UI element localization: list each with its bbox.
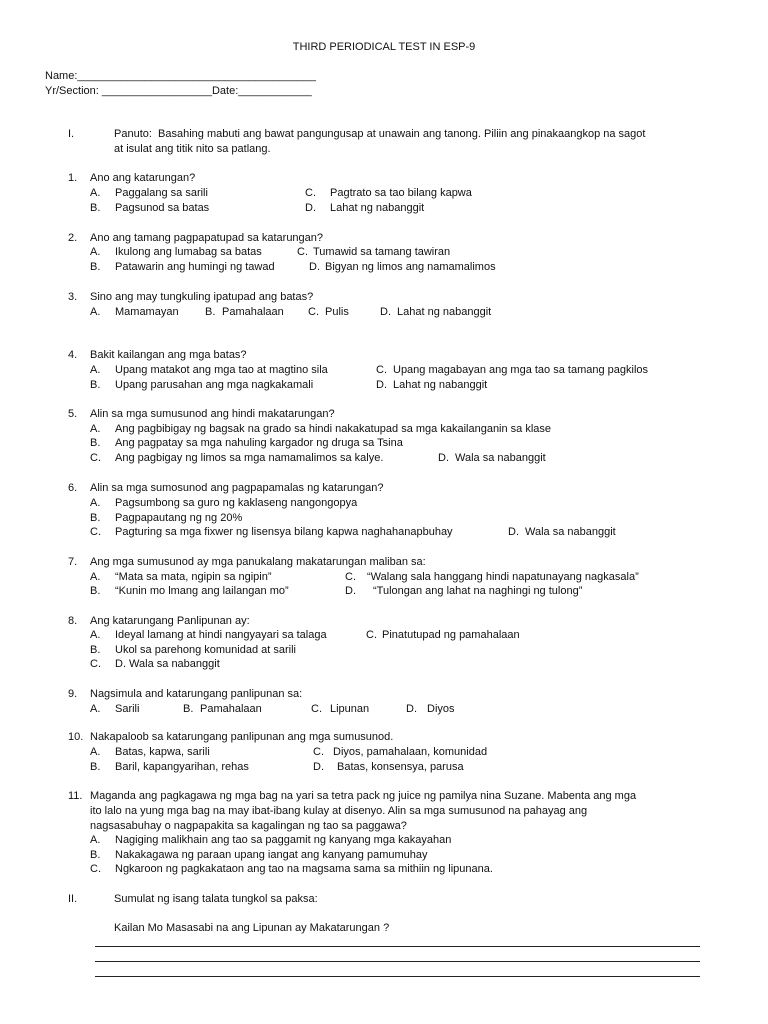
option-letter: B.	[90, 437, 101, 449]
question-number: 7.	[68, 556, 78, 568]
question-number: 3.	[68, 291, 78, 303]
option-letter: B.	[90, 644, 101, 656]
option-text: Pinatutupad ng pamahalaan	[382, 629, 520, 641]
option-text: D. Wala sa nabanggit	[115, 658, 220, 670]
option-letter: C.	[90, 452, 101, 464]
instructions-line-1: Panuto: Basahing mabuti ang bawat pangungusap at unawain ang tanong. Piliin ang pinakaangkop na sagot	[114, 128, 646, 140]
option-letter: D.	[508, 526, 519, 538]
question-text-line: nagsasabuhay o nagpapakita sa kagalingan ng tao sa paggawa?	[90, 820, 407, 832]
question-number: 11.	[68, 790, 83, 802]
option-text: Upang parusahan ang mga nagkakamali	[115, 379, 314, 391]
option-text: Pamahalaan	[200, 703, 262, 715]
option-letter: D.	[438, 452, 449, 464]
option-letter: A.	[90, 364, 101, 376]
part2-roman: II.	[68, 893, 78, 905]
option-letter: D.	[313, 761, 324, 773]
question-text: Ano ang tamang pagpapatupad sa katarungan?	[90, 232, 324, 244]
option-text: Ukol sa parehong komunidad at sarili	[115, 644, 296, 656]
option-letter: A.	[90, 497, 101, 509]
answer-line[interactable]	[95, 961, 700, 962]
option-text: Wala sa nabanggit	[525, 526, 616, 538]
option-text: “Mata sa mata, ngipin sa ngipin”	[115, 571, 272, 583]
option-letter: D.	[380, 306, 391, 318]
option-text: Nagiging malikhain ang tao sa paggamit ng kanyang mga kakayahan	[115, 834, 452, 846]
option-text: Lahat ng nabanggit	[397, 306, 492, 318]
question-text: Bakit kailangan ang mga batas?	[90, 349, 247, 361]
option-text: Mamamayan	[115, 306, 179, 318]
option-text: Pagsunod sa batas	[115, 202, 210, 214]
option-text: Pulis	[325, 306, 349, 318]
option-letter: A.	[90, 746, 101, 758]
part1-roman: I.	[68, 128, 75, 140]
question-number: 10.	[68, 731, 84, 743]
question-text: Alin sa mga sumosunod ang pagpapamalas ng katarungan?	[90, 482, 384, 494]
question-number: 6.	[68, 482, 78, 494]
question-text: Alin sa mga sumusunod ang hindi makatarungan?	[90, 408, 335, 420]
option-text: Ideyal lamang at hindi nangyayari sa talaga	[115, 629, 327, 641]
option-letter: C.	[366, 629, 377, 641]
option-text: Paggalang sa sarili	[115, 187, 208, 199]
question-text: Ang mga sumusunod ay mga panukalang makatarungan maliban sa:	[90, 556, 426, 568]
option-text: Lahat ng nabanggit	[393, 379, 488, 391]
option-letter: C.	[90, 863, 101, 875]
option-text: Pagtrato sa tao bilang kapwa	[330, 187, 472, 199]
option-text: Sarili	[115, 703, 140, 715]
option-text: Ikulong ang lumabag sa batas	[115, 246, 262, 258]
option-text: Bigyan ng limos ang namamalimos	[325, 261, 496, 273]
option-text: Nakakagawa ng paraan upang iangat ang kanyang pamumuhay	[115, 849, 428, 861]
option-text: Ngkaroon ng pagkakataon ang tao na magsama sama sa mithiin ng lipunana.	[115, 863, 493, 875]
option-text: Diyos	[427, 703, 455, 715]
option-letter: B.	[90, 261, 101, 273]
question-number: 2.	[68, 232, 78, 244]
option-text: Pagsumbong sa guro ng kaklaseng nangongopya	[115, 497, 358, 509]
page-title: THIRD PERIODICAL TEST IN ESP-9	[292, 41, 476, 53]
option-text: Diyos, pamahalaan, komunidad	[333, 746, 488, 758]
option-text: Pagturing sa mga fixwer ng lisensya bilang kapwa naghahanapbuhay	[115, 526, 453, 538]
question-text: Ano ang katarungan?	[90, 172, 196, 184]
option-letter: A.	[90, 629, 101, 641]
option-letter: A.	[90, 246, 101, 258]
question-number: 4.	[68, 349, 78, 361]
question-text: Sino ang may tungkuling ipatupad ang batas?	[90, 291, 314, 303]
option-letter: C.	[376, 364, 387, 376]
option-letter: A.	[90, 703, 101, 715]
option-text: Upang magabayan ang mga tao sa tamang pagkilos	[393, 364, 649, 376]
option-letter: C.	[313, 746, 324, 758]
option-text: “Walang sala hanggang hindi napatunayang nagkasala”	[367, 571, 639, 583]
question-text-line: ito lalo na yung mga bag na may ibat-ibang kulay at disenyo. Alin sa mga sumusunod na pahayag ang	[90, 805, 588, 817]
option-letter: B.	[90, 849, 101, 861]
option-text: Tumawid sa tamang tawiran	[313, 246, 451, 258]
option-letter: C.	[90, 658, 101, 670]
option-letter: D.	[309, 261, 320, 273]
option-letter: C.	[311, 703, 322, 715]
instructions-line-2: at isulat ang titik nito sa patlang.	[114, 143, 271, 155]
option-letter: B.	[90, 585, 101, 597]
option-text: Upang matakot ang mga tao at magtino sila	[115, 364, 328, 376]
option-letter: D.	[305, 202, 316, 214]
question-number: 8.	[68, 615, 78, 627]
option-letter: A.	[90, 834, 101, 846]
option-text: Pagpapautang ng ng 20%	[115, 512, 243, 524]
option-letter: D.	[345, 585, 356, 597]
option-letter: B.	[90, 379, 101, 391]
option-letter: C.	[90, 526, 101, 538]
option-text: Ang pagbibigay ng bagsak na grado sa hindi nakakatupad sa mga kakailanganin sa klase	[115, 423, 552, 435]
option-letter: D.	[406, 703, 417, 715]
question-number: 5.	[68, 408, 78, 420]
option-text: Batas, kapwa, sarili	[115, 746, 210, 758]
option-letter: B.	[90, 761, 101, 773]
option-text: Ang pagpatay sa mga nahuling kargador ng druga sa Tsina	[115, 437, 403, 449]
option-letter: C.	[305, 187, 316, 199]
option-text: Batas, konsensya, parusa	[337, 761, 464, 773]
option-text: Lahat ng nabanggit	[330, 202, 425, 214]
question-number: 1.	[68, 172, 78, 184]
yr-section-date-field: Yr/Section: __________________Date:____________	[45, 85, 312, 97]
option-letter: C.	[308, 306, 319, 318]
option-letter: D.	[376, 379, 387, 391]
option-text: Patawarin ang humingi ng tawad	[115, 261, 275, 273]
part2-instruction: Sumulat ng isang talata tungkol sa paksa:	[114, 893, 318, 905]
option-letter: A.	[90, 423, 101, 435]
question-text-line: Maganda ang pagkagawa ng mga bag na yari sa tetra pack ng juice ng pamilya nina Suzane. Mabenta ang mga	[90, 790, 637, 802]
option-text: Ang pagbigay ng limos sa mga namamalimos sa kalye.	[115, 452, 384, 464]
option-text: Pamahalaan	[222, 306, 284, 318]
option-letter: C.	[297, 246, 308, 258]
option-text: Lipunan	[330, 703, 370, 715]
option-letter: A.	[90, 306, 101, 318]
question-number: 9.	[68, 688, 78, 700]
option-letter: B.	[205, 306, 216, 318]
option-letter: A.	[90, 187, 101, 199]
answer-line[interactable]	[95, 946, 700, 947]
answer-line[interactable]	[95, 976, 700, 977]
option-letter: C.	[345, 571, 356, 583]
option-text: “Kunin mo lmang ang lailangan mo”	[115, 585, 289, 597]
question-text: Nagsimula and katarungang panlipunan sa:	[90, 688, 303, 700]
option-letter: B.	[183, 703, 194, 715]
option-letter: B.	[90, 512, 101, 524]
part2-topic: Kailan Mo Masasabi na ang Lipunan ay Makatarungan ?	[114, 922, 390, 934]
option-text: Baril, kapangyarihan, rehas	[115, 761, 249, 773]
option-text: “Tulongan ang lahat na naghingi ng tulong”	[373, 585, 583, 597]
option-letter: B.	[90, 202, 101, 214]
question-text: Ang katarungang Panlipunan ay:	[90, 615, 250, 627]
option-text: Wala sa nabanggit	[455, 452, 546, 464]
option-letter: A.	[90, 571, 101, 583]
name-field: Name:_______________________________________	[45, 70, 316, 82]
question-text: Nakapaloob sa katarungang panlipunan ang mga sumusunod.	[90, 731, 394, 743]
